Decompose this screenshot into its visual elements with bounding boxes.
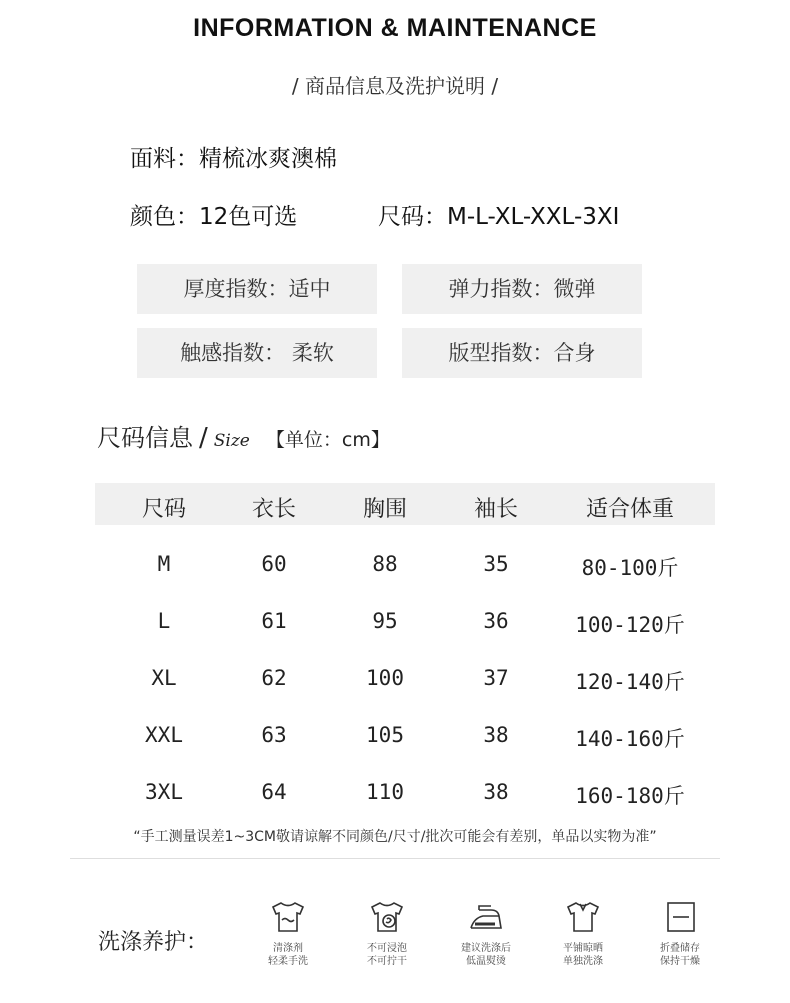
size-range-spec: 尺码：M-L-XL-XXL-3XI [378, 204, 620, 230]
table-cell: 36 [483, 609, 509, 633]
table-cell: M [157, 552, 171, 576]
table-cell: 61 [261, 609, 287, 633]
table-cell: 63 [261, 723, 287, 747]
size-section-slash: / [199, 423, 208, 453]
care-item-no-soak [352, 900, 422, 968]
care-item-iron [451, 900, 521, 968]
table-cell: 37 [483, 666, 509, 690]
table-cell: 95 [372, 609, 398, 633]
shirt-wash-icon [253, 900, 323, 934]
table-cell: 140-160斤 [575, 727, 685, 751]
iron-icon [451, 900, 521, 934]
care-item-text: 不可浸泡 [367, 943, 407, 954]
touch-index: 触感指数： 柔软 [137, 328, 377, 378]
care-item-text: 低温熨烫 [466, 956, 506, 967]
care-item-text: 折叠储存 [660, 943, 700, 954]
care-item-text: 建议洗涤后 [461, 943, 511, 954]
care-item-text: 清涤剂 [273, 943, 303, 954]
size-table-header-length: 衣长 [251, 497, 296, 522]
size-table-header-weight: 适合体重 [585, 497, 674, 522]
table-cell: 120-140斤 [575, 670, 685, 694]
size-section-heading [97, 418, 390, 453]
divider [70, 858, 720, 859]
care-item-text: 轻柔手洗 [268, 956, 308, 967]
elasticity-index: 弹力指数：微弹 [402, 264, 642, 314]
table-cell: 35 [483, 552, 509, 576]
care-label: 洗涤养护： [98, 930, 209, 955]
care-item-text: 单独洗涤 [563, 956, 603, 967]
fabric-spec: 面料：精梳冰爽澳棉 [130, 146, 337, 172]
table-cell: 60 [261, 552, 287, 576]
table-cell: 80-100斤 [581, 556, 679, 580]
care-item-text: 平铺晾晒 [563, 943, 603, 954]
table-cell: 160-180斤 [575, 784, 685, 808]
table-cell: 100-120斤 [575, 613, 685, 637]
table-cell: 105 [366, 723, 404, 747]
fit-index: 版型指数：合身 [402, 328, 642, 378]
table-cell: 64 [261, 780, 287, 804]
table-cell: 62 [261, 666, 287, 690]
table-cell: 110 [366, 780, 404, 804]
page-title: INFORMATION & MAINTENANCE [193, 14, 597, 42]
table-cell: 38 [483, 780, 509, 804]
table-cell: XL [151, 666, 177, 690]
table-cell: 3XL [145, 780, 183, 804]
care-item-fold-storage [645, 900, 715, 968]
fold-storage-icon [645, 900, 715, 934]
color-spec: 颜色：12色可选 [130, 204, 298, 230]
no-soak-icon [352, 900, 422, 934]
care-item-hand-wash [253, 900, 323, 968]
size-table-header-size: 尺码 [141, 497, 186, 522]
page-subtitle: / 商品信息及洗护说明 / [291, 74, 499, 98]
care-item-text: 不可拧干 [367, 956, 407, 967]
table-cell: 38 [483, 723, 509, 747]
care-item-text: 保持干燥 [660, 956, 700, 967]
table-cell: 100 [366, 666, 404, 690]
thickness-index: 厚度指数：适中 [137, 264, 377, 314]
table-cell: L [157, 609, 171, 633]
size-table-header-chest: 胸围 [362, 497, 407, 522]
size-section-title: 尺码信息 [97, 424, 193, 452]
care-item-flat-dry [548, 900, 618, 968]
table-cell: 88 [372, 552, 398, 576]
flat-dry-icon [548, 900, 618, 934]
size-table-header-sleeve: 袖长 [473, 497, 518, 522]
size-section-unit: 【单位：cm】 [265, 429, 390, 451]
measurement-note: “手工测量误差1~3CM敬请谅解不同颜色/尺寸/批次可能会有差别，单品以实物为准” [133, 829, 657, 845]
size-section-title-en: Size [213, 431, 250, 451]
table-cell: XXL [145, 723, 183, 747]
